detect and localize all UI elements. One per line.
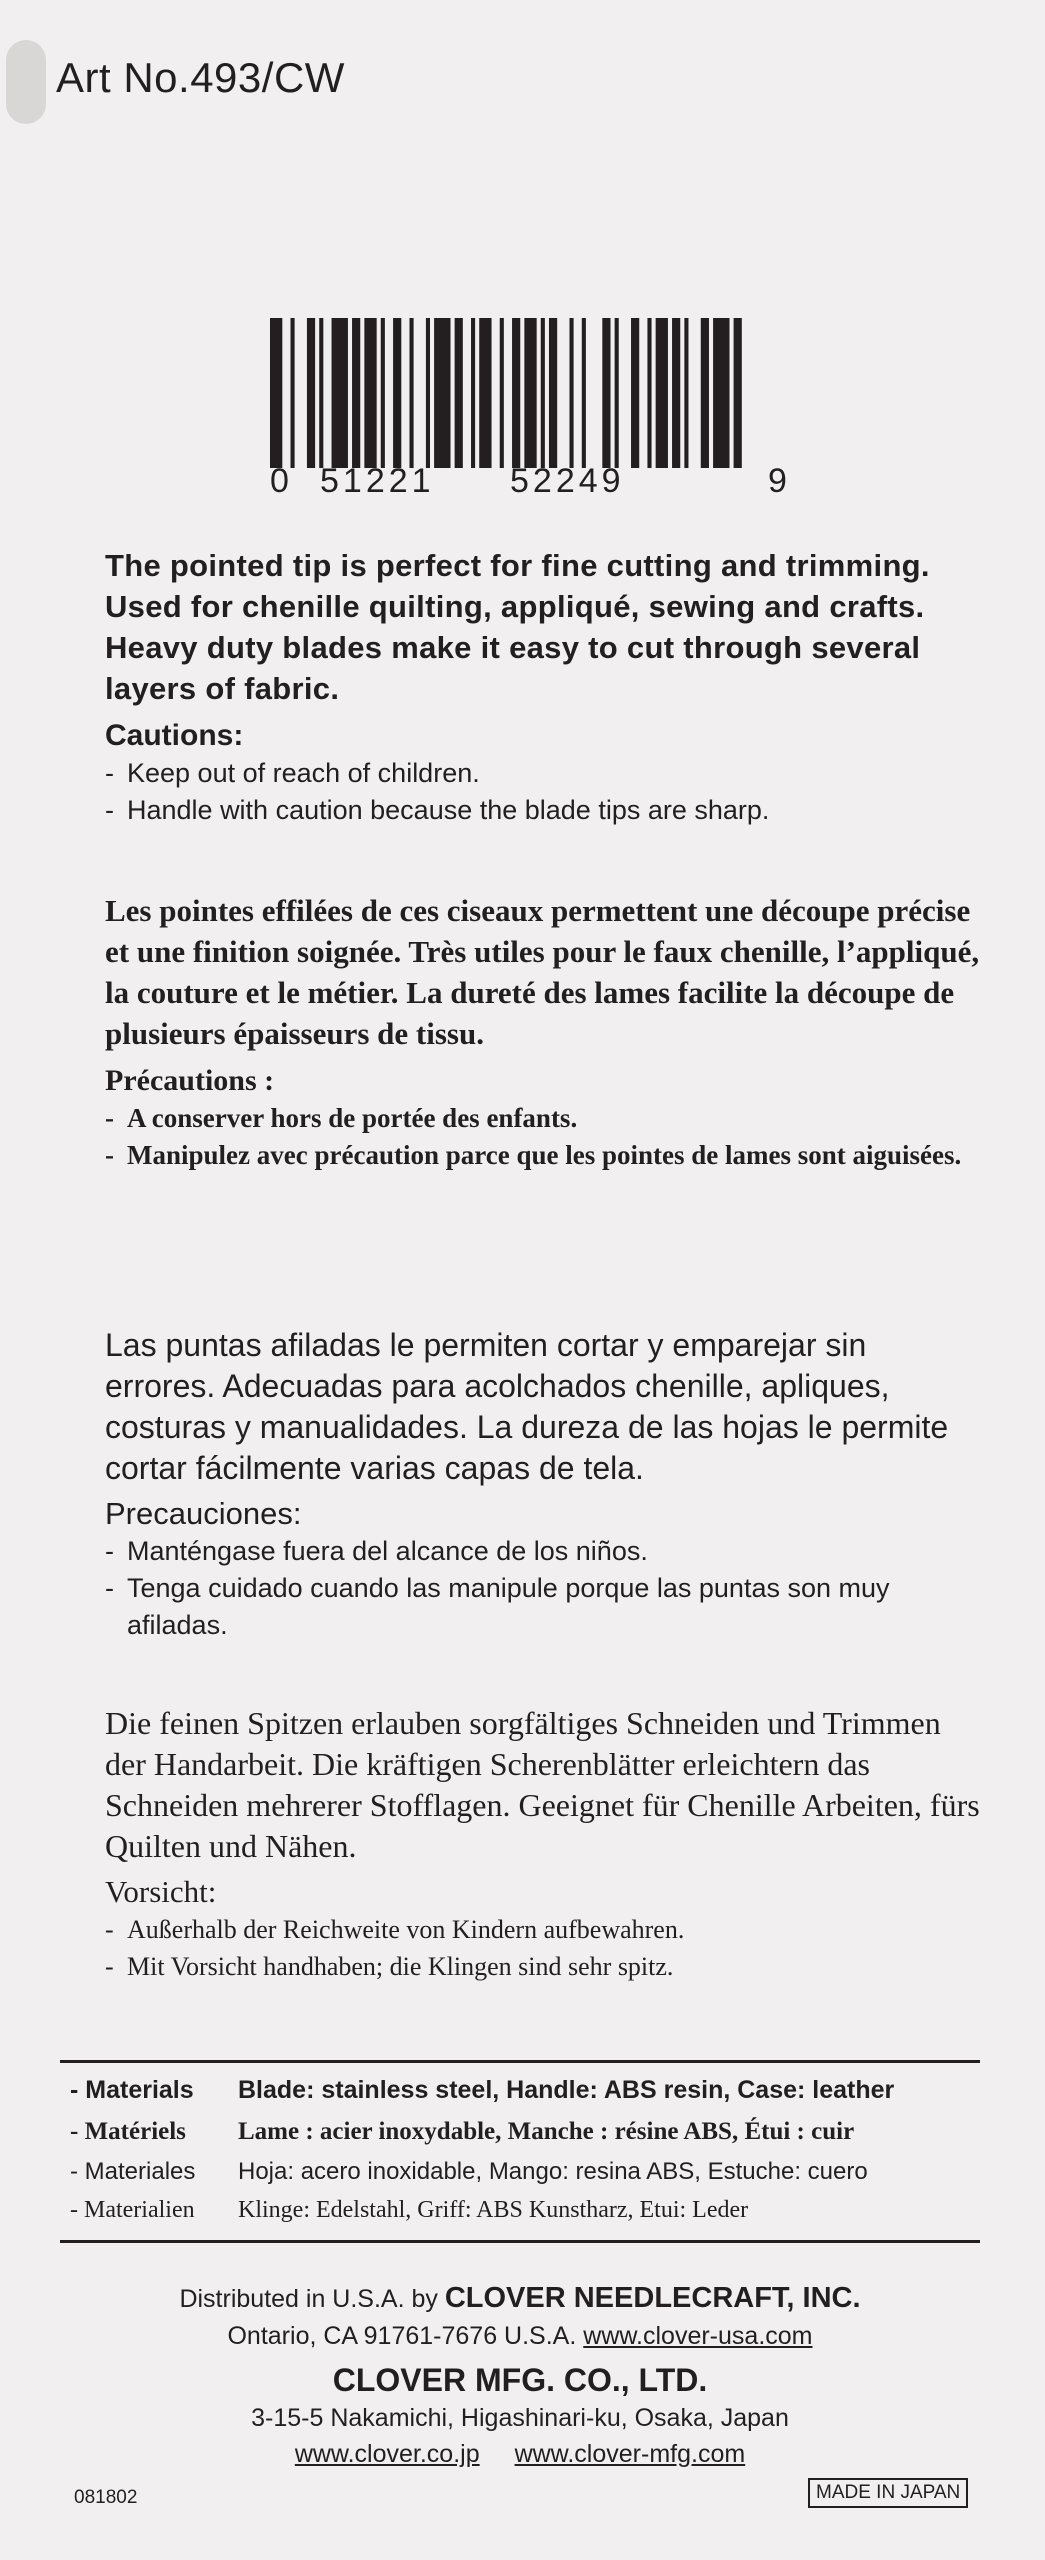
barcode-bar: [332, 318, 348, 468]
barcode-check-digit: 9: [768, 462, 788, 500]
barcode-bar: [647, 318, 651, 468]
materials-label: - Materiales: [70, 2158, 196, 2185]
barcode-bar: [500, 318, 504, 468]
barcode-bar: [524, 318, 536, 468]
us-address: Ontario, CA 91761-7676 U.S.A.: [227, 2322, 577, 2350]
barcode-bar: [270, 318, 282, 468]
caution-item: - Keep out of reach of children.: [105, 755, 985, 792]
barcode-bar: [381, 318, 385, 468]
english-description: The pointed tip is perfect for fine cutting and trimming. Used for chenille quilting, appliqué, sewing and crafts. Heavy duty blades make it easy to cut through several layers of fabric.: [105, 548, 930, 706]
article-number: Art No.493/CW: [56, 54, 345, 101]
german-cautions-list: [105, 1911, 985, 1985]
barcode-bar: [471, 318, 475, 468]
german-description: Die feinen Spitzen erlauben sorgfältiges Schneiden und Trimmen der Handarbeit. Die kräftigen Scherenblätter erleichtern das Schneiden mehrerer Stofflagen. Geeignet für Chenille Arbeiten, fürs Quilten und Nähen.: [105, 1705, 980, 1864]
barcode-bar: [479, 318, 491, 468]
barcode-bar: [684, 318, 688, 468]
caution-item: - Tenga cuidado cuando las manipule porque las puntas son muy afiladas.: [105, 1570, 985, 1644]
barcode-bar: [319, 318, 323, 468]
caution-item: - A conserver hors de portée des enfants.: [105, 1100, 985, 1137]
barcode-bar: [434, 318, 450, 468]
spanish-cautions-list: [105, 1533, 985, 1644]
caution-item: - Handle with caution because the blade tips are sharp.: [105, 792, 985, 829]
us-company-name: CLOVER NEEDLECRAFT, INC.: [444, 2282, 861, 2314]
materials-row-spanish: [70, 2158, 990, 2186]
spanish-cautions-heading: Precauciones:: [105, 1496, 302, 1531]
barcode-bar: [307, 318, 315, 468]
barcode-bar: [615, 318, 619, 468]
barcode-bar: [713, 318, 729, 468]
materials-value: Klinge: Edelstahl, Griff: ABS Kunstharz, Etui: Leder: [238, 2197, 749, 2223]
caution-item: - Mit Vorsicht handhaben; die Klingen sind sehr spitz.: [105, 1948, 985, 1985]
barcode-bar: [582, 318, 586, 468]
barcode-bar: [602, 318, 610, 468]
barcode-bar: [672, 318, 680, 468]
us-address-line: [160, 2322, 880, 2351]
jp-websites: [160, 2440, 880, 2469]
materials-value: Lame : acier inoxydable, Manche : résine ABS, Étui : cuir: [238, 2118, 855, 2145]
materials-row-english: [70, 2076, 990, 2105]
french-cautions-heading: Précautions :: [105, 1064, 275, 1097]
spanish-description: Las puntas afiladas le permiten cortar y emparejar sin errores. Adecuadas para acolchados chenille, apliques, costuras y manualidades. La dureza de las hojas le permite cortar fácilmente varias capas de tela.: [105, 1327, 949, 1486]
distributor-line: [160, 2282, 880, 2315]
made-in-label: MADE IN JAPAN: [808, 2478, 968, 2508]
divider: [60, 2240, 980, 2243]
caution-item: - Außerhalb der Reichweite von Kindern aufbewahren.: [105, 1911, 985, 1948]
jp-company-name: CLOVER MFG. CO., LTD.: [332, 2362, 708, 2398]
mfg-website-link[interactable]: www.clover-mfg.com: [514, 2440, 746, 2468]
english-cautions-list: [105, 755, 985, 829]
barcode-bar: [512, 318, 520, 468]
barcode-bar: [393, 318, 401, 468]
materials-label: - Materialien: [70, 2197, 195, 2223]
english-section: [105, 545, 985, 829]
german-section: [105, 1703, 985, 1985]
jp-website-link[interactable]: www.clover.co.jp: [294, 2440, 480, 2468]
french-section: [105, 890, 985, 1174]
french-description: Les pointes effilées de ces ciseaux permettent une découpe précise et une finition soignée. Très utiles pour le faux chenille, l’appliqué, la couture et le métier. La dureté des lames facilite la découpe de plusieurs épaisseurs de tissu.: [105, 893, 980, 1051]
distributed-by-text: Distributed in U.S.A. by: [179, 2285, 438, 2313]
barcode-bar: [541, 318, 545, 468]
caution-item: - Manténgase fuera del alcance de los niños.: [105, 1533, 985, 1570]
barcode-left-group: 51221: [320, 462, 435, 500]
barcode-bar: [352, 318, 360, 468]
barcode-bar: [455, 318, 463, 468]
us-website-link[interactable]: www.clover-usa.com: [583, 2322, 813, 2350]
barcode-bar: [409, 318, 413, 468]
spanish-section: [105, 1325, 985, 1644]
barcode-bar: [631, 318, 639, 468]
upc-barcode: [270, 318, 750, 468]
barcode-first-digit: 0: [270, 462, 290, 500]
print-code: 081802: [74, 2487, 138, 2508]
barcode-bar: [549, 318, 557, 468]
barcode-bar: [701, 318, 709, 468]
barcode-bar: [734, 318, 742, 468]
jp-address: 3-15-5 Nakamichi, Higashinari-ku, Osaka, Japan: [251, 2404, 789, 2432]
materials-value: Hoja: acero inoxidable, Mango: resina ABS, Estuche: cuero: [238, 2158, 868, 2185]
barcode-bar: [426, 318, 430, 468]
german-cautions-heading: Vorsicht:: [105, 1874, 217, 1909]
materials-row-french: [70, 2118, 990, 2146]
barcode-bar: [364, 318, 376, 468]
materials-value: Blade: stainless steel, Handle: ABS resin, Case: leather: [238, 2076, 895, 2104]
barcode-bar: [656, 318, 668, 468]
english-cautions-heading: Cautions:: [105, 719, 244, 752]
barcode-bar: [291, 318, 295, 468]
caution-item: - Manipulez avec précaution parce que les pointes de lames sont aiguisées.: [105, 1137, 985, 1174]
french-cautions-list: [105, 1100, 985, 1174]
materials-label: - Matériels: [70, 2118, 186, 2145]
barcode-bar: [569, 318, 573, 468]
barcode-right-group: 52249: [510, 462, 625, 500]
divider: [60, 2060, 980, 2063]
hang-hole: [6, 40, 46, 124]
materials-label: - Materials: [70, 2076, 194, 2104]
materials-row-german: [70, 2197, 990, 2224]
